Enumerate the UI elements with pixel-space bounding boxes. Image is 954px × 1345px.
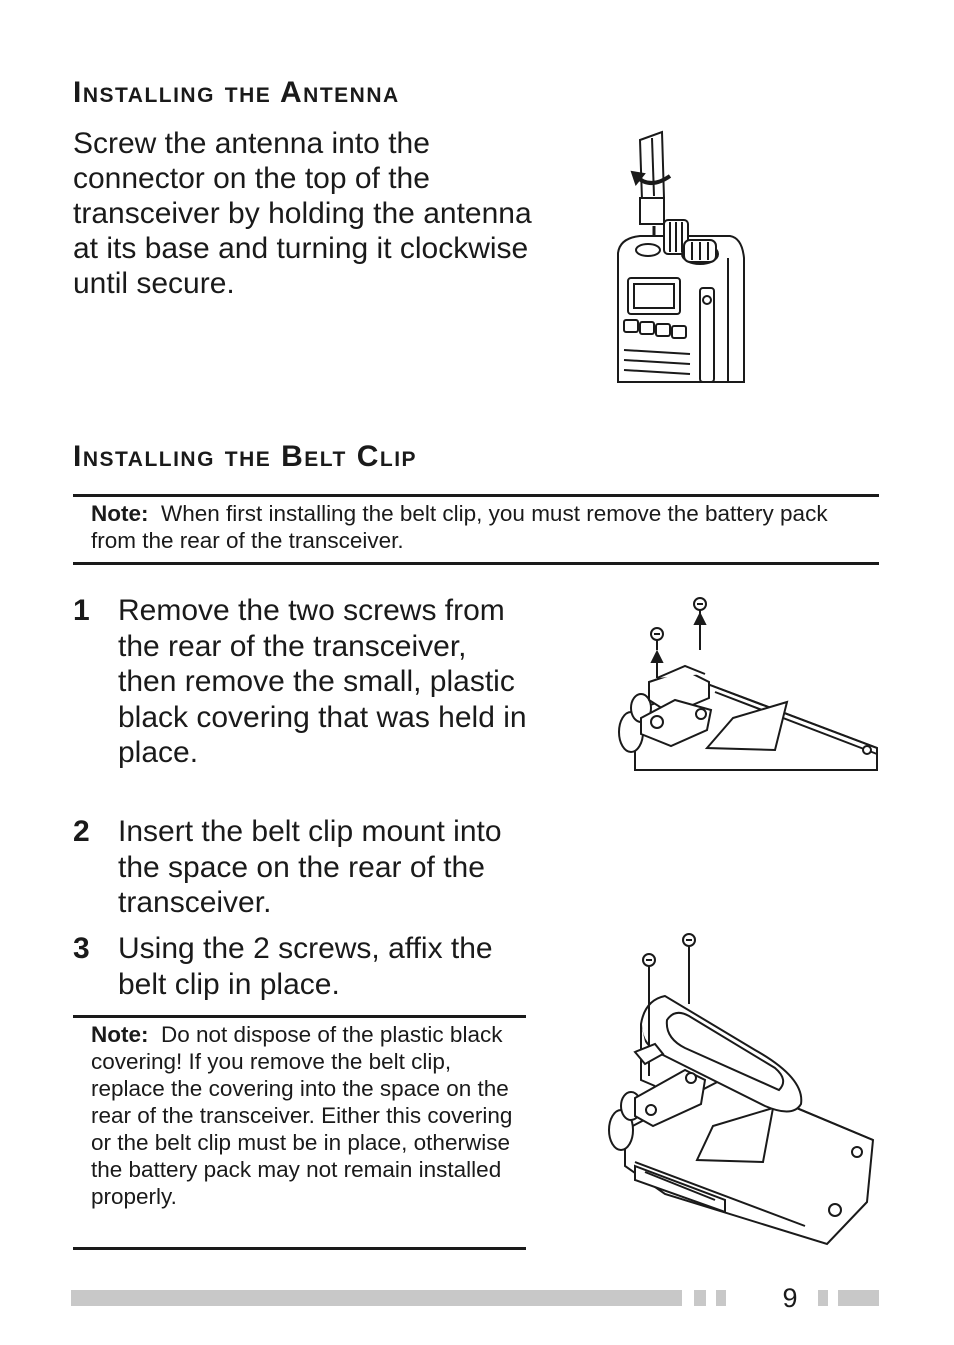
footer-bar-segment bbox=[716, 1290, 726, 1306]
note-top-divider bbox=[73, 494, 879, 497]
note-bottom-text: Do not dispose of the plastic black covering! If you remove the belt clip, replace the covering into the space on the rear of the transceiver. Either this covering or the belt clip must be in place, otherwise the battery pack may not remain installed properly. bbox=[91, 1022, 513, 1209]
step-number: 3 bbox=[73, 932, 90, 965]
footer-bar-segment bbox=[818, 1290, 828, 1306]
note-top-text: When first installing the belt clip, you must remove the battery pack from the rear of the transceiver. bbox=[91, 501, 828, 553]
antenna-instructions: Screw the antenna into the connector on the top of the transceiver by holding the antenna at its base and turning it clockwise until secure. bbox=[73, 127, 532, 300]
antenna-section-title: Installing the Antenna bbox=[73, 76, 400, 109]
note-top-label: Note: bbox=[91, 501, 149, 526]
belt-clip-section-title: Installing the Belt Clip bbox=[73, 440, 418, 473]
note-top-bottom-divider bbox=[73, 562, 879, 565]
belt-clip-illustration bbox=[605, 930, 880, 1248]
antenna-installation-illustration bbox=[600, 128, 750, 384]
note-top bbox=[91, 500, 871, 554]
footer-bar-segment bbox=[694, 1290, 706, 1306]
step-text: Using the 2 screws, affix the belt clip in place. bbox=[118, 932, 493, 1001]
step-text: Insert the belt clip mount into the space on the rear of the transceiver. bbox=[118, 815, 502, 919]
note-bottom-divider bbox=[73, 1015, 526, 1018]
note-bottom-label: Note: bbox=[91, 1022, 149, 1047]
note-bottom bbox=[91, 1021, 516, 1210]
page-number: 9 bbox=[782, 1283, 798, 1313]
footer-bar-left bbox=[71, 1290, 682, 1306]
step-2 bbox=[73, 814, 533, 924]
remove-screws-illustration bbox=[615, 590, 880, 772]
step-number: 1 bbox=[73, 594, 90, 627]
footer-bar-right bbox=[838, 1290, 879, 1306]
step-text: Remove the two screws from the rear of the transceiver, then remove the small, plastic black covering that was held in place. bbox=[118, 594, 527, 769]
step-number: 2 bbox=[73, 815, 90, 848]
note-bottom-bottom-divider bbox=[73, 1247, 526, 1250]
step-1 bbox=[73, 593, 533, 773]
step-3 bbox=[73, 931, 533, 1006]
